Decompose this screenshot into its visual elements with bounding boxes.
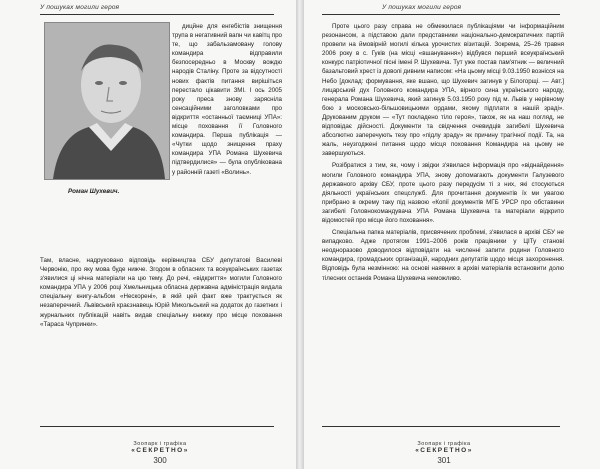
left-page [0,0,296,469]
footer-rule [40,426,274,427]
header-rule [40,14,274,15]
wide-text-column [40,256,282,329]
portrait-photo [44,22,170,180]
paragraph: Розібратися з тим, як, чому і звідки з'явилася інформація про «віднайдення» могили Головного командира УПА, знову допомагають документи Галузевого державного архіву СБУ, проте цього разу передусім ті з них, які стосуються діяльності українських спецслужб. Для прочитання документів їх ми увагою прибрано в окрему таку під назвою «Копії документів МГБ УРСР про обставини загибелі Головнокомандувача УПА Романа Шухевича та матеріали відкрито відомостей про місце його поховання». [322,162,564,224]
header-rule [322,14,560,15]
page-number: 301 [437,456,451,465]
page-footer [394,441,494,465]
paragraph: Спеціальна папка матеріалів, присвячених проблемі, з'явилася в архіві СБУ не випадково. Адже протягом 1991–2006 років працівники у ЦІТу станові неодноразово доводилося відповідати на численні запити родини Головного командира, громадських організацій, народних депутатів щодо місця захоронення. Відповідь була незмінною: на основі наявних в архіві матеріалів встановити долю тілесних останків Романа Шухевича неможливо. [322,229,564,282]
portrait-image [45,23,169,179]
running-head: У пошуках могили героя [382,4,462,11]
running-head: У пошуках могили героя [40,4,120,11]
footer-rule [322,426,560,427]
footer-series: «СЕКРЕТНО» [415,447,473,454]
photo-caption: Роман Шухевич. [68,188,120,195]
text-column [322,22,564,283]
page-footer [110,441,210,465]
paragraph: дицйне для енгебістів знищення трупа в негативний вапн чи кавітц про те, що забальзамовану голову командира відправили безпосередньо в Москву вождю народів Сталіну. Проте за відсутності нових фактів питання вирішіться перестало цікавити ЗМІ. І ось 2005 року преса знову зарясніла сенсаційними заголовками про відкриття «останньої таємниці УПА»: місце поховання її Головного командира. Перша публікація — «Чутки щодо знищення праху командира УПА Романа Шухевича підтвердилися» — була опублікована у районній газеті «Волинь». [172,23,282,176]
paragraph: Проте цього разу справа не обмежилася публікаціями чи інформаційним резонансом, а підставою дали представники національно-демократичних партій провели на ймовірній могилі кілька урочистих візитацій. Зокрема, 25–26 травня 2006 року в с. Гуків (на місці «вшанування») відбувся перший всеукраїнський конкурс патріотичної пісні імені Р. Шухевича. Тут уже постав пам'ятник — величний базальтовий хрест із доволі дивним написом: «На цьому місці 9.03.1950 вознісся на Небо [доклад: формування, яке вшано, що Шухевич загинув у Білогорщі. — Авт.] лицарський дух Головного командира УПА, вірного сина українського народу, генерала Романа Шухевича, який загинув 5.03.1950 року під м. Львів у нерівному бою з московсько-більшовицькими ордами, якому підплати в нашій зраді». Друкованим друком — «Тут покладено тіло героя», також, як на наш погляд, не відповідає дійсності. Документи та свідчення очевидців загибелі Шухевича абсолютно заперечують тезу про «підлу зраду» як причину трагічної події. Та, на жаль, неузгоджені питання щодо місця поховання Командира на цьому не завершуються. [322,23,564,158]
paragraph: Там, власне, надруковано відповідь керівництва СБУ депутатові Василеві Червонію, про яку мова буде нижче. Згодом в обласних та всеукраїнських газетах з'явилися ці нічна матеріали на цю тему. До речі, «відкриття» могили Головного командира УПА у 2006 році Хмельницька обласна державна адміністрація видала спеціальну книгу-альбом «Нескорені», в якій цей факт вже трактується як незаперечний. Львівський краєзнавець Юрій Микольський на додаток до газетних і журнальних публікацій навіть видав спеціальну книжку про місце поховання «Тараса Чупринки». [40,257,282,328]
footer-series: «СЕКРЕТНО» [131,447,189,454]
footer-brand: Зоопарк і графіка [417,441,471,447]
right-page [304,0,600,469]
narrow-text-column [172,22,282,177]
page-number: 300 [153,456,167,465]
footer-brand: Зоопарк і графіка [133,441,187,447]
book-gutter [296,0,304,469]
